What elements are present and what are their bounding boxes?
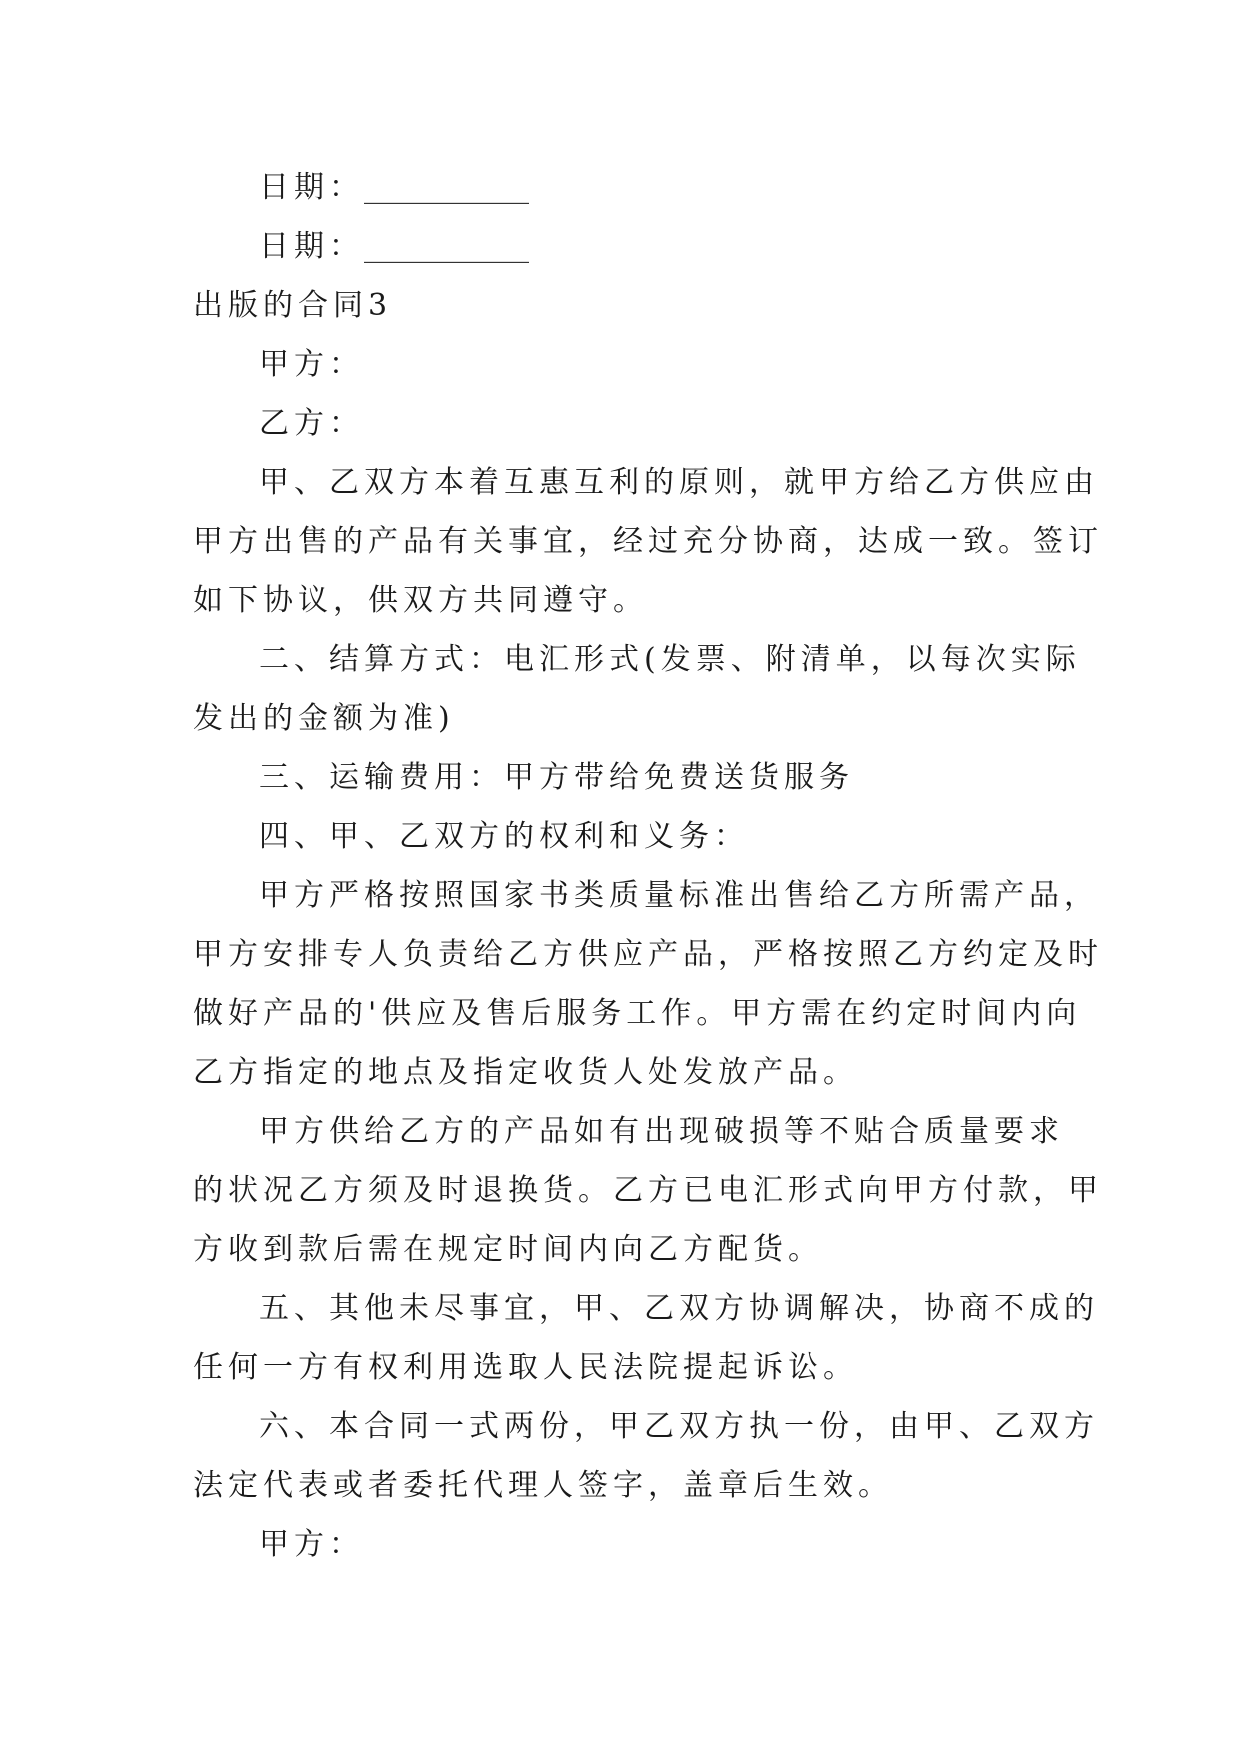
date-blank: ___________ [364, 170, 529, 205]
paragraph-settlement [193, 630, 1081, 748]
text-line: 发出的金额为准) [193, 701, 455, 736]
text-line: 方收到款后需在规定时间内向乙方配货。 [193, 1232, 823, 1267]
text-line: 的状况乙方须及时退换货。乙方已电汇形式向甲方付款，甲 [193, 1173, 1103, 1208]
paragraph-rights-heading: 四、甲、乙双方的权利和义务： [259, 819, 749, 854]
date-label: 日期： [259, 229, 364, 264]
date-label: 日期： [259, 170, 364, 205]
text-line: 任何一方有权利用选取人民法院提起诉讼。 [193, 1350, 858, 1385]
party-a-label: 甲方： [259, 347, 364, 382]
date-line-1 [193, 158, 1055, 217]
party-a-signature-label: 甲方： [259, 1527, 364, 1562]
document-body [193, 158, 1103, 1574]
text-line: 甲、乙双方本着互惠互利的原则，就甲方给乙方供应由 [259, 465, 1099, 500]
text-line: 法定代表或者委托代理人签字，盖章后生效。 [193, 1468, 893, 1503]
text-line: 二、结算方式：电汇形式(发票、附清单，以每次实际 [259, 642, 1081, 677]
text-line: 甲方安排专人负责给乙方供应产品，严格按照乙方约定及时 [193, 937, 1103, 972]
paragraph-rights-b [193, 1102, 1103, 1279]
text-line: 如下协议，供双方共同遵守。 [193, 583, 648, 618]
paragraph-rights-a [193, 866, 1103, 1102]
paragraph-other-matters [193, 1279, 1099, 1397]
text-line: 甲方出售的产品有关事宜，经过充分协商，达成一致。签订 [193, 524, 1103, 559]
text-line: 甲方严格按照国家书类质量标准出售给乙方所需产品， [259, 878, 1099, 913]
text-line: 乙方指定的地点及指定收货人处发放产品。 [193, 1055, 858, 1090]
date-line-2 [193, 217, 1055, 276]
text-line: 甲方供给乙方的产品如有出现破损等不贴合质量要求 [259, 1114, 1064, 1149]
text-line: 六、本合同一式两份，甲乙双方执一份，由甲、乙双方 [259, 1409, 1099, 1444]
date-blank: ___________ [364, 229, 529, 264]
party-b-label: 乙方： [259, 406, 364, 441]
paragraph-transport: 三、运输费用：甲方带给免费送货服务 [259, 760, 854, 795]
text-line: 做好产品的'供应及售后服务工作。甲方需在约定时间内向 [193, 996, 1082, 1031]
section-title: 出版的合同3 [193, 288, 393, 323]
text-line: 五、其他未尽事宜，甲、乙双方协调解决，协商不成的 [259, 1291, 1099, 1326]
paragraph-copies [193, 1397, 1099, 1515]
paragraph-preamble [193, 453, 1103, 630]
